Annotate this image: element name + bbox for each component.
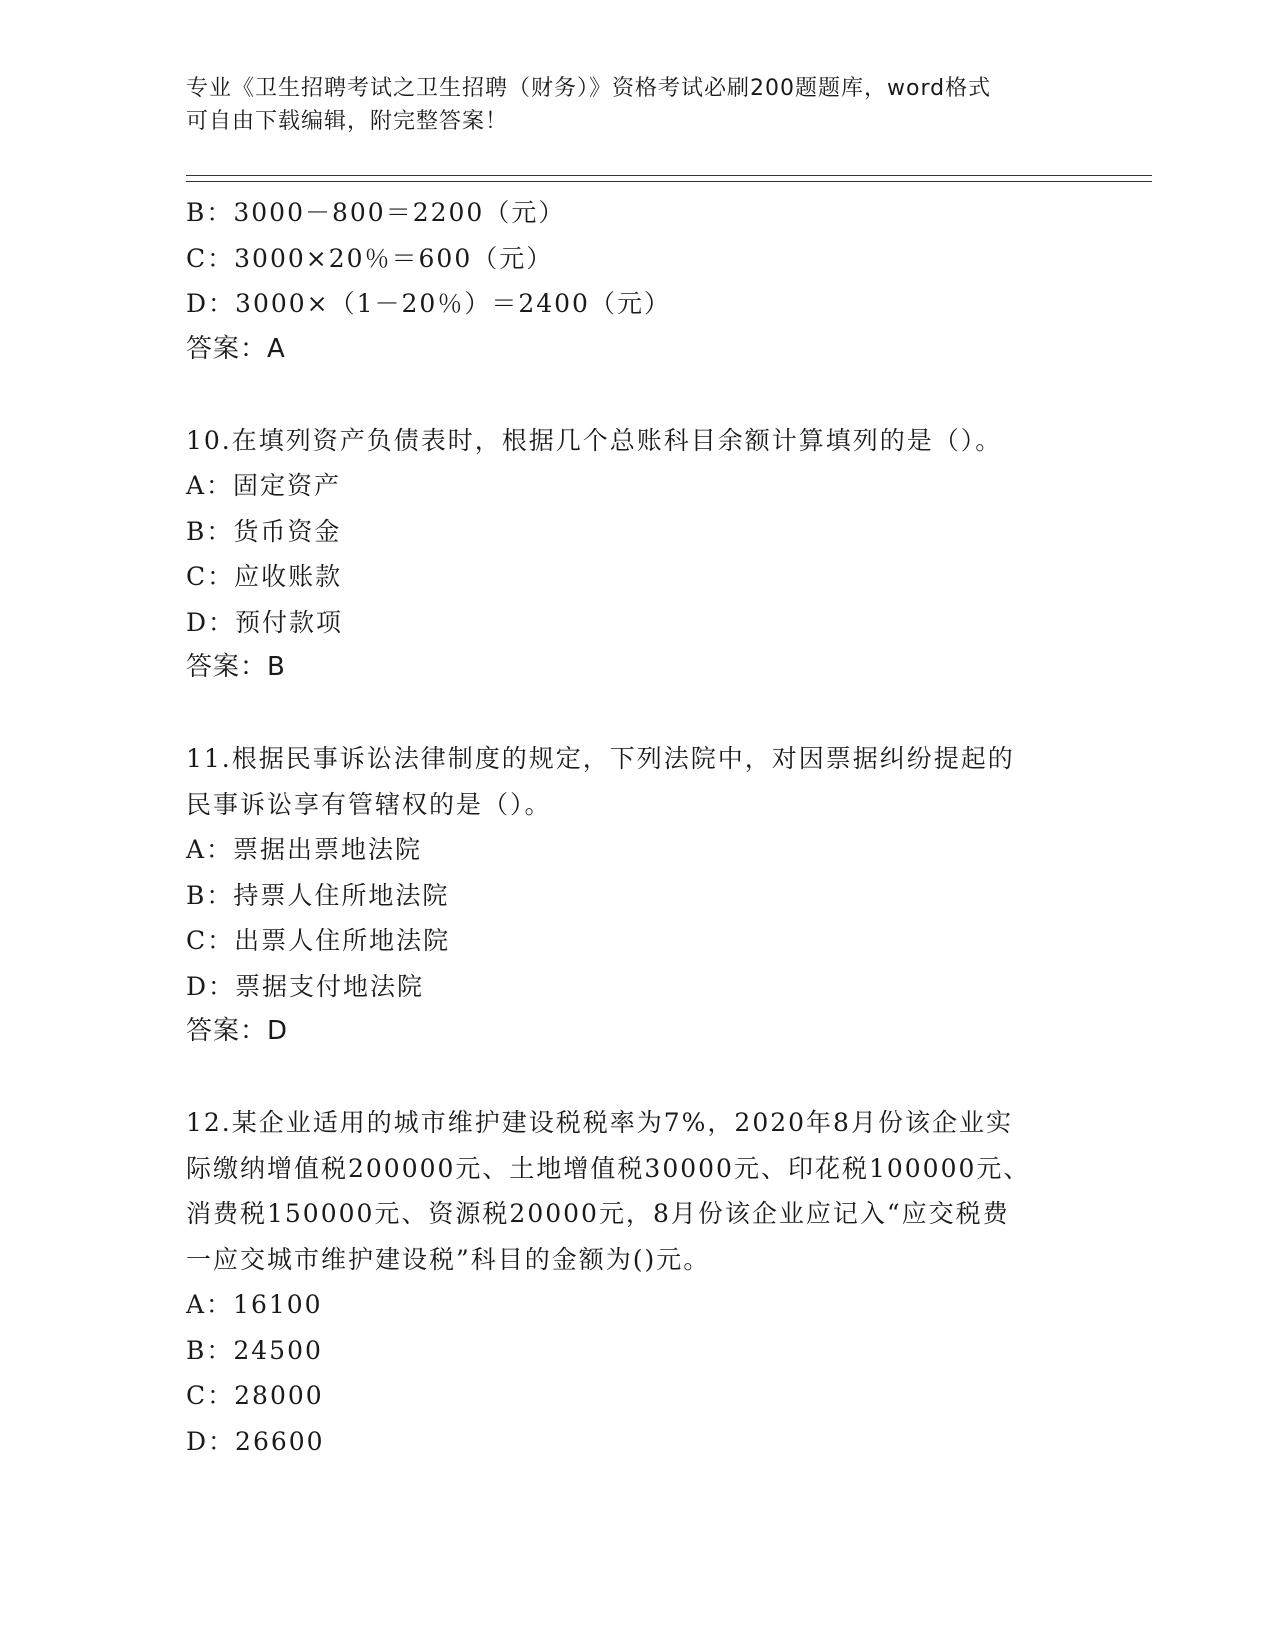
question-10 [186,418,1086,691]
question-9-continuation [186,190,1086,372]
page-header [186,72,1066,138]
option-d: D：3000×（1－20％）＝2400（元） [186,289,671,318]
question-11 [186,736,1086,1055]
spacer [186,691,1086,737]
question-stem: 一应交城市维护建设税”科目的金额为()元。 [186,1244,711,1274]
question-stem: 10.在填列资产负债表时，根据几个总账科目余额计算填列的是（）。 [186,425,1003,455]
question-stem: 12.某企业适用的城市维护建设税税率为7%，2020年8月份该企业实 [186,1108,1013,1137]
header-title-line-2: 可自由下载编辑，附完整答案！ [186,109,509,134]
option-c: C：应收账款 [186,562,343,591]
question-stem: 11.根据民事诉讼法律制度的规定，下列法院中，对因票据纠纷提起的 [186,744,1015,773]
option-d: D：26600 [186,1426,325,1456]
option-a: A：票据出票地法院 [186,835,423,864]
option-c: C：出票人住所地法院 [186,926,451,955]
answer-line: 答案：A [186,333,286,364]
option-b: B：24500 [186,1335,323,1365]
option-d: D：预付款项 [186,607,344,637]
question-12 [186,1100,1086,1464]
option-d: D：票据支付地法院 [186,971,425,1001]
option-c: C：3000×20％＝600（元） [186,243,554,273]
question-stem: 消费税150000元、资源税20000元，8月份该企业应记入“应交税费 [186,1199,1010,1228]
option-c: C：28000 [186,1381,324,1410]
question-stem: 民事诉讼享有管辖权的是（）。 [186,789,552,819]
spacer [186,1055,1086,1101]
header-title-line-1: 专业《卫生招聘考试之卫生招聘（财务）》资格考试必刷200题题库，word格式 [186,76,992,101]
option-a: A：16100 [186,1290,323,1319]
question-stem: 际缴纳增值税200000元、土地增值税30000元、印花税100000元、 [186,1153,1031,1183]
header-divider-bottom [186,181,1152,182]
option-a: A：固定资产 [186,471,342,500]
option-b: B：持票人住所地法院 [186,880,450,910]
question-content [186,190,1086,1464]
answer-line: 答案：B [186,652,286,682]
option-b: B：3000－800＝2200（元） [186,198,566,227]
option-b: B：货币资金 [186,516,342,546]
answer-line: 答案：D [186,1016,289,1046]
spacer [186,372,1086,418]
header-divider-top [186,175,1152,176]
